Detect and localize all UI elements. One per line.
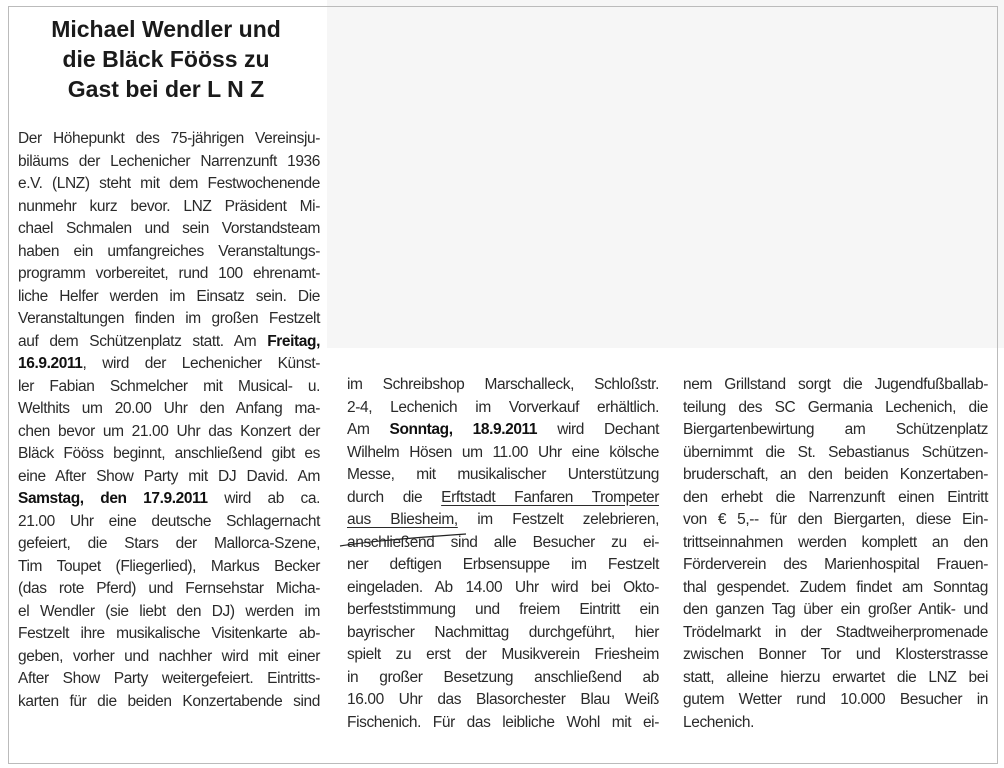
text-line: Trödelmarkt in der Stadtweiherpromenade [683,623,988,641]
text-line: Der Höhepunkt des 75-jährigen Vereinsju- [18,130,320,147]
date-friday-value: 16.9.2011 [18,355,83,372]
text-line: eingeladen. Ab 14.00 Uhr wird bei Okto- [347,578,659,596]
text-line: Festzelt ihre musikalische Visitenkarte ab- [18,625,320,642]
text-line [347,509,659,532]
text-line: im Schreibshop Marschalleck, Schloßstr. [347,376,659,393]
text-segment: wird ab ca. [207,490,320,507]
text-line: nem Grillstand sorgt die Jugendfußballab- [683,376,988,393]
text-line: Bläck Fööss beginnt, anschließend gibt es [18,445,320,462]
text-line: el Wendler (sie liebt den DJ) werden im [18,602,320,620]
text-segment: auf dem Schützenplatz statt. Am [18,332,268,350]
date-sunday: Sonntag, 18.9.2011 [389,421,538,438]
text-line: ner deftigen Erbsensuppe im Festzelt [347,556,659,573]
text-segment: wird Dechant [537,421,659,438]
text-line: gutem Wetter rund 10.000 Besucher in [683,691,988,708]
text-line: von € 5,-- für den Biergarten, diese Ein- [683,511,988,528]
text-line: Fischenich. Für das leibliche Wohl mit ei- [347,713,659,731]
text-line: Welthits um 20.00 Uhr den Anfang ma- [18,400,320,417]
headline-line-2: die Bläck Fööss zu [62,46,270,72]
text-line: Tim Toupet (Fliegerlied), Markus Becker [18,557,320,575]
text-line: spielt zu erst der Musikverein Friesheim [347,646,659,663]
text-line: karten für die beiden Konzertabende sind [18,692,320,710]
text-line: e.V. (LNZ) steht mit dem Festwochenende [18,175,320,192]
text-line: berfeststimmung und freiem Eintritt ein [347,601,659,618]
text-line: thal gespendet. Zudem findet am Sonntag [683,578,988,596]
text-line: Messe, mit musikalischer Unterstützung [347,466,659,483]
text-line [18,353,320,376]
text-line: programm vorbereitet, rund 100 ehrenamt- [18,265,320,282]
text-line: zwischen Bonner Tor und Klosterstrasse [683,646,988,663]
text-line: Förderverein des Marienhospital Frauen- [683,556,988,573]
text-line: bayrischer Nachmittag durchgeführt, hier [347,623,659,641]
text-line: ler Fabian Schmelcher mit Musical- u. [18,377,320,395]
text-line: geben, vorher und nachher wird mit einer [18,647,320,665]
text-segment: durch die [347,488,442,506]
text-line: (das rote Pferd) und Fernsehstar Micha- [18,580,320,597]
text-line: den erhebt die Narrenzunft einen Eintritt [683,488,988,506]
text-segment: im Festzelt zelebrieren, [457,511,659,528]
date-friday: Freitag, [267,332,320,350]
hand-drawn-underline [338,532,468,550]
text-line: Biergartenbewirtung am Schützenplatz [683,421,988,438]
text-line [347,487,659,510]
text-line: trittseinnahmen werden komplett an den [683,533,988,551]
text-line: 16.00 Uhr das Blasorchester Blau Weiß [347,691,659,708]
underlined-band-name: Erftstadt Fanfaren Trompeter [441,488,659,506]
text-line: haben ein umfangreiches Veranstaltungs- [18,242,320,260]
text-line: anschließend sind alle Besucher zu ei- [347,533,659,551]
article-column-2 [347,374,659,734]
text-line: gefeiert, die Stars der Mallorca-Szene, [18,535,320,552]
text-line: 2-4, Lechenich im Vorverkauf erhältlich. [347,398,659,416]
date-saturday: Samstag, den 17.9.2011 [18,490,208,507]
text-line: Wilhelm Hösen um 11.00 Uhr eine kölsche [347,443,659,461]
text-line: übernimmt die St. Sebastianus Schützen- [683,443,988,461]
article-headline [16,14,316,104]
headline-line-3: Gast bei der L N Z [67,76,265,102]
text-line: biläums der Lechenicher Narrenzunft 1936 [18,152,320,170]
text-line [18,331,320,354]
text-line: 21.00 Uhr eine deutsche Schlagernacht [18,512,320,530]
text-segment: Am [347,421,390,438]
text-line [18,488,320,511]
text-line: Lechenich. [683,713,754,731]
article-column-1 [18,128,320,713]
text-line: chael Schmalen und sein Vorstandsteam [18,220,320,237]
text-line: eine After Show Party mit DJ David. Am [18,467,320,485]
text-line: in großer Besetzung anschließend ab [347,668,659,686]
text-line: liche Helfer werden im Einsatz sein. Die [18,287,320,305]
text-line: After Show Party weitergefeiert. Eintritts- [18,670,320,687]
text-line: den ganzen Tag über ein großer Antik- und [683,601,988,618]
text-line [347,419,659,442]
underlined-band-place: aus Bliesheim, [347,511,458,528]
text-line: Veranstaltungen finden im großen Festzelt [18,310,320,327]
text-line: chen bevor um 21.00 Uhr das Konzert der [18,422,320,440]
text-line: statt, alleine hierzu erwartet die LNZ bei [683,668,988,686]
text-line: nunmehr kurz bevor. LNZ Präsident Mi- [18,197,320,215]
text-segment: , wird der Lechenicher Künst- [82,355,320,372]
headline-line-1: Michael Wendler und [51,16,281,42]
text-line: bruderschaft, an den beiden Konzertaben- [683,466,988,483]
article-column-3 [683,374,988,734]
text-line: teilung des SC Germania Lechenich, die [683,398,988,416]
